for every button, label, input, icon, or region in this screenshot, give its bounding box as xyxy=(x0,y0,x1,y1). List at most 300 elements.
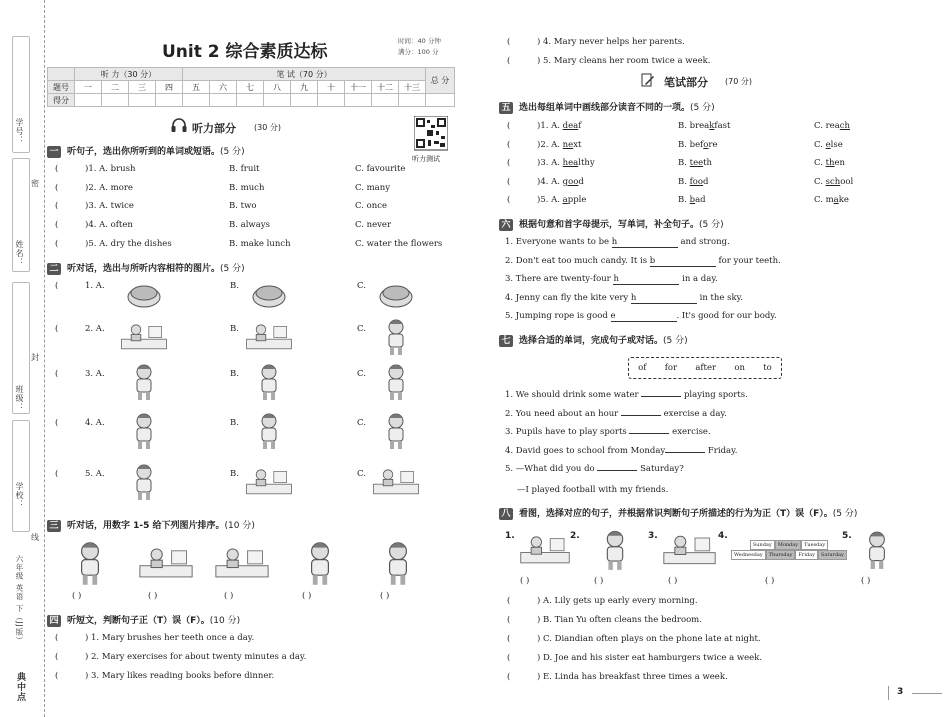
question-number-cell: 七 xyxy=(237,81,264,94)
page-rule xyxy=(912,693,942,694)
weekday-cell: Friday xyxy=(795,550,817,560)
match-picture xyxy=(584,527,646,571)
word-bank-word: after xyxy=(695,363,717,373)
option-a xyxy=(537,140,581,150)
option-b-label: B. xyxy=(230,418,239,428)
picture-number: 1. xyxy=(505,531,515,541)
word-choice-item xyxy=(505,390,748,400)
answer-blank[interactable] xyxy=(597,470,637,471)
answer-blank[interactable]: ( xyxy=(507,176,511,187)
option-text: )5. A. xyxy=(537,195,563,206)
first-letter-hint: h xyxy=(630,292,637,303)
section-instruction: 听对话，选出与所听内容相符的图片。 xyxy=(67,264,221,274)
picture-choice-item xyxy=(55,324,366,334)
answer-blank[interactable]: ( xyxy=(507,56,511,66)
option-a-picture xyxy=(120,316,168,356)
option-a xyxy=(537,195,586,205)
word-choice-item xyxy=(505,446,737,456)
option-text: xt xyxy=(573,139,582,150)
match-answer-blank[interactable]: ( ) xyxy=(668,576,678,586)
option-c: C. once xyxy=(355,201,387,211)
name-label: 姓名： xyxy=(15,240,24,267)
option-c-label: C. xyxy=(357,369,366,379)
option-b-picture xyxy=(245,316,293,356)
option-text: th xyxy=(703,158,713,169)
answer-blank[interactable]: ( xyxy=(55,652,59,662)
ordering-picture xyxy=(138,538,194,586)
full-score: 满分：100 分 xyxy=(398,48,439,56)
section-number: 七 xyxy=(499,335,513,347)
option-c: C. many xyxy=(355,183,391,193)
option-a-label: 4. A. xyxy=(85,418,105,428)
weekday-cell: Thursday xyxy=(766,550,796,560)
underlined-letters: o xyxy=(703,139,709,150)
order-answer-blank[interactable]: ( ) xyxy=(148,591,158,601)
true-false-item xyxy=(55,652,306,662)
option-c-label: C. xyxy=(357,469,366,479)
score-cell[interactable] xyxy=(129,94,156,107)
answer-blank[interactable] xyxy=(621,415,661,416)
option-a-label: 5. A. xyxy=(85,469,105,479)
option-c-picture xyxy=(372,461,420,501)
option-c xyxy=(814,140,843,150)
option-a-picture xyxy=(120,410,168,450)
answer-blank[interactable] xyxy=(613,274,679,285)
option-a: )3. A. twice xyxy=(85,201,134,211)
option-b: B. fruit xyxy=(229,164,260,174)
section-points: (10 分) xyxy=(209,616,241,626)
section-points: (5 分) xyxy=(699,220,724,230)
score-cell[interactable] xyxy=(399,94,426,107)
option-text: C. m xyxy=(814,195,834,206)
option-b-picture xyxy=(245,461,293,501)
section-points: (5 分) xyxy=(220,264,245,274)
option-a-picture xyxy=(120,273,168,313)
listening-part-title: 听力部分 xyxy=(192,122,236,135)
answer-blank[interactable] xyxy=(612,237,678,248)
underlined-letters: goo xyxy=(562,176,579,187)
match-answer-blank[interactable]: ( ) xyxy=(594,576,604,586)
option-b: B. much xyxy=(229,183,265,193)
seal-mark-3: 线 xyxy=(31,533,39,542)
section-instruction: 听短文，判断句子正（T）误（F）。 xyxy=(67,616,210,626)
option-text: B. brea xyxy=(678,121,710,131)
score-cell[interactable] xyxy=(183,94,210,107)
score-cell[interactable] xyxy=(75,94,102,107)
score-cell[interactable] xyxy=(210,94,237,107)
row-label-score: 得分 xyxy=(48,94,75,107)
score-cell[interactable] xyxy=(156,94,183,107)
sentence-end: in a day. xyxy=(679,274,718,285)
answer-blank[interactable] xyxy=(650,256,716,267)
score-cell[interactable] xyxy=(291,94,318,107)
answer-blank[interactable]: ( xyxy=(55,239,59,249)
option-text: re xyxy=(708,139,718,150)
order-answer-blank[interactable]: ( ) xyxy=(380,591,390,601)
option-text: en xyxy=(834,158,846,169)
option-a: )5. A. dry the dishes xyxy=(85,239,172,249)
option-a: )1. A. brush xyxy=(85,164,136,174)
question-number-cell: 一 xyxy=(75,81,102,94)
fill-in-item xyxy=(505,274,718,285)
answer-blank[interactable] xyxy=(641,396,681,397)
answer-blank[interactable]: ( xyxy=(507,672,511,682)
time-limit: 时间：40 分钟 xyxy=(398,37,441,45)
section-points: (5 分) xyxy=(663,336,688,346)
option-b: B. make lunch xyxy=(229,239,291,249)
section-points: (5 分) xyxy=(220,147,245,157)
option-text: d xyxy=(578,176,584,187)
underlined-letters: k xyxy=(709,121,715,131)
grade-label: 六年级 英语 下（JJ版） xyxy=(15,555,24,645)
underlined-letters: dea xyxy=(562,121,579,131)
sentence-end: exercise. xyxy=(669,427,711,438)
phonics-item xyxy=(507,139,843,150)
row-label-number: 题号 xyxy=(48,81,75,94)
underlined-letters: ch xyxy=(839,121,851,131)
sentence-start: 4. Jenny can fly the kite very xyxy=(505,292,631,303)
behavior-statement xyxy=(507,653,762,663)
answer-blank[interactable]: ( xyxy=(55,201,59,211)
weekday-cell: Wednesday xyxy=(731,550,766,560)
seal-mark-1: 密 xyxy=(31,179,39,188)
answer-blank[interactable]: ( xyxy=(55,183,59,193)
student-id-label: 学号： xyxy=(15,118,24,145)
answer-blank[interactable]: ( xyxy=(507,121,511,131)
answer-blank[interactable]: ( xyxy=(507,139,511,150)
answer-blank[interactable]: ( xyxy=(507,195,511,206)
total-score-cell[interactable] xyxy=(426,94,455,107)
question-number-cell: 十三 xyxy=(399,81,426,94)
option-c: C. never xyxy=(355,220,392,230)
answer-blank[interactable]: ( xyxy=(55,633,59,643)
option-text: ke xyxy=(838,195,849,206)
fill-in-item xyxy=(505,293,743,304)
order-answer-blank[interactable]: ( ) xyxy=(224,591,234,601)
dialogue-reply: —I played football with my friends. xyxy=(517,485,669,495)
option-b: B. two xyxy=(229,201,257,211)
section-points: (5 分) xyxy=(690,103,715,113)
option-a: )4. A. often xyxy=(85,220,133,230)
fill-in-item xyxy=(505,256,781,267)
true-false-item xyxy=(55,633,254,643)
underlined-letters: sch xyxy=(825,176,841,187)
statement-text: ) B. Tian Yu often cleans the bedroom. xyxy=(537,615,702,625)
sentence-end: playing sports. xyxy=(681,390,748,400)
score-cell[interactable] xyxy=(372,94,399,107)
answer-blank[interactable]: ( xyxy=(55,369,59,379)
qr-code[interactable] xyxy=(414,116,448,157)
option-c xyxy=(814,121,850,131)
answer-blank[interactable] xyxy=(631,293,697,304)
match-answer-blank[interactable]: ( ) xyxy=(765,576,775,586)
answer-blank[interactable]: ( xyxy=(507,634,511,644)
option-b-picture xyxy=(245,410,293,450)
underlined-letters: hea xyxy=(562,158,579,169)
option-text: )4. A. xyxy=(537,176,563,187)
answer-blank[interactable]: ( xyxy=(507,158,511,169)
option-text: d xyxy=(703,176,709,187)
option-c: C. water the flowers xyxy=(355,239,443,249)
section-points: (10 分) xyxy=(224,521,255,531)
answer-blank[interactable]: ( xyxy=(55,418,59,428)
listening-choice-item xyxy=(55,201,387,211)
answer-blank[interactable] xyxy=(611,311,677,322)
behavior-statement xyxy=(507,615,702,625)
word-choice-item xyxy=(505,409,727,419)
question-number-cell: 二 xyxy=(102,81,129,94)
underlined-letters: foo xyxy=(689,176,704,187)
picture-choice-item xyxy=(55,369,366,379)
headphones-icon xyxy=(170,117,188,136)
option-text: lse xyxy=(830,139,843,150)
weekday-cell: Monday xyxy=(775,540,801,550)
pen-icon xyxy=(641,73,655,90)
score-cell[interactable] xyxy=(237,94,264,107)
question-number-cell: 八 xyxy=(264,81,291,94)
weekday-calendar xyxy=(734,540,844,560)
true-false-item xyxy=(507,56,710,66)
statement-text: ) 1. Mary brushes her teeth once a day. xyxy=(85,633,255,643)
option-b xyxy=(678,195,706,205)
phonics-item xyxy=(507,121,851,131)
option-text: )1. A. xyxy=(537,121,563,131)
picture-number: 5. xyxy=(842,531,852,541)
behavior-statement xyxy=(507,596,698,606)
answer-blank[interactable]: ( xyxy=(55,220,59,230)
answer-blank[interactable]: ( xyxy=(55,469,59,479)
option-text: )3. A. xyxy=(537,158,563,169)
option-c-picture xyxy=(372,361,420,401)
answer-blank[interactable]: ( xyxy=(55,164,59,174)
first-letter-hint: h xyxy=(611,237,618,247)
question-number-cell: 十二 xyxy=(372,81,399,94)
option-a: )2. A. more xyxy=(85,183,133,193)
page-title: Unit 2 综合素质达标 xyxy=(162,42,328,62)
option-text: B. xyxy=(678,195,690,206)
listening-choice-item xyxy=(55,164,406,174)
question-number-cell: 五 xyxy=(183,81,210,94)
option-text: C. xyxy=(814,139,826,150)
option-text: ad xyxy=(695,195,706,206)
section-number: 一 xyxy=(47,146,61,158)
option-a-label: 3. A. xyxy=(85,369,105,379)
option-b-picture xyxy=(245,273,293,313)
statement-text: ) 5. Mary cleans her room twice a week. xyxy=(537,56,711,66)
picture-number: 4. xyxy=(718,531,728,541)
weekday-cell: Saturday xyxy=(818,550,847,560)
option-text: f xyxy=(578,121,582,131)
statement-text: ) 4. Mary never helps her parents. xyxy=(537,37,685,47)
weekday-cell: Sunday xyxy=(750,540,775,550)
phonics-item xyxy=(507,195,849,206)
underlined-letters: e xyxy=(825,139,831,150)
answer-blank[interactable]: ( xyxy=(507,596,511,606)
match-answer-blank[interactable]: ( ) xyxy=(520,576,530,586)
binding-strip xyxy=(0,0,45,717)
option-a xyxy=(537,177,584,187)
question-number-cell: 三 xyxy=(129,81,156,94)
writing-part-points: (70 分) xyxy=(725,77,752,86)
answer-blank[interactable]: ( xyxy=(55,324,59,334)
section-instruction: 看图，选择对应的句子，并根据常识判断句子所描述的行为为正（T）误（F）。 xyxy=(519,509,833,519)
underlined-letters: a xyxy=(833,195,839,206)
section-number: 六 xyxy=(499,219,513,231)
statement-text: ) 3. Mary likes reading books before dinner. xyxy=(85,671,275,681)
qr-caption: 听力测试 xyxy=(412,155,440,163)
section-instruction: 根据句意和首字母提示，写单词，补全句子。 xyxy=(519,220,700,230)
score-cell[interactable] xyxy=(345,94,372,107)
fill-in-item xyxy=(505,237,730,248)
sentence-start: 2. Don't eat too much candy. It is xyxy=(505,255,650,266)
answer-blank[interactable] xyxy=(629,433,669,434)
statement-text: ) E. Linda has breakfast three times a week. xyxy=(537,672,728,682)
statement-text: ) C. Diandian often plays on the phone late at night. xyxy=(537,634,761,644)
option-c-picture xyxy=(372,273,420,313)
section-1-title xyxy=(47,144,245,158)
answer-blank[interactable]: ( xyxy=(55,671,59,681)
phonics-item xyxy=(507,176,854,187)
picture-choice-item xyxy=(55,281,366,291)
class-label: 班级： xyxy=(15,385,24,412)
sentence-end: exercise a day. xyxy=(660,408,727,419)
option-b xyxy=(678,140,718,150)
word-bank-word: for xyxy=(664,363,678,373)
first-letter-hint: e xyxy=(610,311,616,322)
option-b xyxy=(678,158,712,168)
option-c xyxy=(814,158,845,168)
ordering-picture xyxy=(370,538,426,586)
sentence-start: 3. There are twenty-four xyxy=(505,274,614,285)
option-c-label: C. xyxy=(357,418,366,428)
total-header: 总 分 xyxy=(426,68,455,94)
score-cell[interactable] xyxy=(102,94,129,107)
option-text: pple xyxy=(567,195,587,206)
score-cell[interactable] xyxy=(318,94,345,107)
true-false-item xyxy=(507,37,685,47)
listening-part-points: (30 分) xyxy=(254,123,281,132)
listening-choice-item xyxy=(55,239,443,249)
section-points: (5 分) xyxy=(832,509,858,519)
score-cell[interactable] xyxy=(264,94,291,107)
question-number-cell: 十 xyxy=(318,81,345,94)
option-a xyxy=(537,158,595,168)
option-a-label: 1. A. xyxy=(85,281,105,291)
phonics-item xyxy=(507,158,846,169)
word-choice-item xyxy=(505,427,711,437)
section-5-title xyxy=(499,100,715,114)
listening-choice-item xyxy=(55,220,392,230)
ordering-picture xyxy=(62,538,118,586)
word-bank-word: of xyxy=(638,363,647,373)
option-b xyxy=(678,177,709,187)
option-b-label: B. xyxy=(230,469,239,479)
option-a-picture xyxy=(120,361,168,401)
school-box[interactable] xyxy=(12,420,30,532)
option-b-picture xyxy=(245,361,293,401)
option-text: C. rea xyxy=(814,121,840,131)
answer-blank[interactable]: ( xyxy=(507,615,511,625)
writing-part-title: 笔试部分 xyxy=(664,76,708,89)
first-letter-hint: b xyxy=(649,255,656,266)
section-6-title xyxy=(499,217,724,231)
school-label: 学校： xyxy=(15,482,24,509)
picture-number: 3. xyxy=(648,531,658,541)
seal-mark-2: 封 xyxy=(31,353,39,362)
option-b: B. always xyxy=(229,220,270,230)
answer-blank[interactable]: ( xyxy=(507,37,511,47)
option-text: lthy xyxy=(578,158,595,169)
picture-number: 2. xyxy=(570,531,580,541)
option-c-label: C. xyxy=(357,281,366,291)
underlined-letters: b xyxy=(689,195,696,206)
option-b-label: B. xyxy=(230,324,239,334)
sentence-start: 5. —What did you do xyxy=(505,464,598,475)
fill-in-item xyxy=(505,311,777,322)
order-answer-blank[interactable]: ( ) xyxy=(72,591,82,601)
option-c: C. favourite xyxy=(355,164,406,174)
section-3-title xyxy=(47,518,255,532)
option-text: fast xyxy=(714,121,731,131)
underlined-letters: ne xyxy=(562,139,574,150)
option-text: ool xyxy=(840,176,854,187)
ordering-picture xyxy=(214,538,270,586)
section-4-title xyxy=(47,613,240,627)
option-b-label: B. xyxy=(230,281,239,291)
option-c-label: C. xyxy=(357,324,366,334)
writing-group-header: 笔 试（70 分） xyxy=(183,68,426,81)
listening-choice-item xyxy=(55,183,391,193)
section-number: 三 xyxy=(47,520,61,532)
weekday-cell: Tuesday xyxy=(801,540,828,550)
order-answer-blank[interactable]: ( ) xyxy=(302,591,312,601)
question-number-cell: 十一 xyxy=(345,81,372,94)
answer-blank[interactable]: ( xyxy=(55,281,59,291)
section-number: 八 xyxy=(499,508,513,520)
word-bank-word: to xyxy=(763,363,772,373)
option-c-picture xyxy=(372,316,420,356)
section-instruction: 选出每组单词中画线部分读音不同的一项。 xyxy=(519,103,691,113)
sentence-start: 1. We should drink some water xyxy=(505,390,642,400)
match-picture xyxy=(856,527,898,571)
option-text: )2. A. xyxy=(537,139,563,150)
behavior-statement xyxy=(507,672,728,682)
sentence-end: for your teeth. xyxy=(715,255,781,266)
answer-blank[interactable]: ( xyxy=(507,653,511,663)
question-number-cell: 六 xyxy=(210,81,237,94)
option-text: B. xyxy=(678,176,690,187)
sentence-start: 3. Pupils have to play sports xyxy=(505,427,630,438)
sentence-start: 5. Jumping rope is good xyxy=(505,311,611,322)
section-instruction: 听句子，选出你所听到的单词或短语。 xyxy=(67,147,221,157)
listening-group-header: 听 力（30 分） xyxy=(75,68,183,81)
sentence-end: Friday. xyxy=(705,445,738,456)
section-8-title xyxy=(499,506,857,520)
sentence-end: in the sky. xyxy=(696,292,744,303)
answer-blank[interactable] xyxy=(665,452,705,453)
match-answer-blank[interactable]: ( ) xyxy=(861,576,871,586)
underlined-letters: th xyxy=(825,158,835,169)
page-number: 3 xyxy=(897,687,904,697)
question-number-cell: 四 xyxy=(156,81,183,94)
brand-logo: 典中点 xyxy=(15,672,25,702)
section-number: 四 xyxy=(47,615,61,627)
option-text: B. xyxy=(678,158,690,169)
sentence-end: . It's good for our body. xyxy=(676,311,777,322)
option-a xyxy=(537,121,581,131)
word-bank xyxy=(628,357,782,379)
question-number-cell: 九 xyxy=(291,81,318,94)
